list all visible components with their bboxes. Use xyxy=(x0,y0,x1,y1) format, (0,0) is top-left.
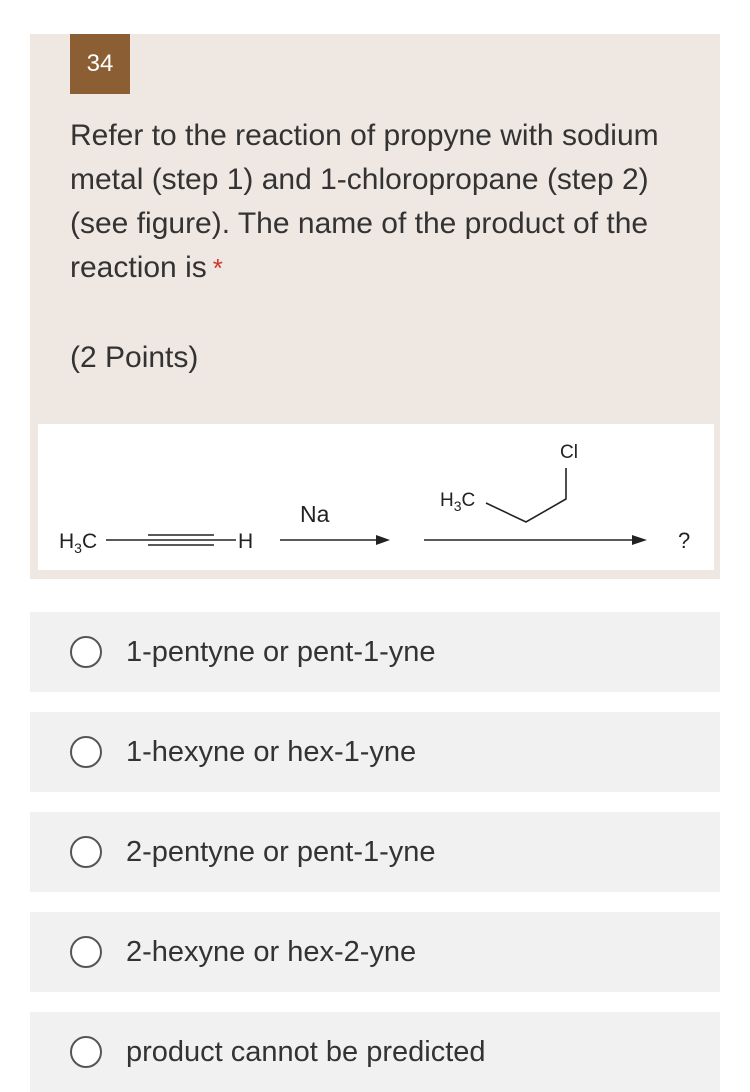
question-text-block xyxy=(70,114,690,290)
reactant-methyl-label: $H_3C$ xyxy=(59,530,98,556)
answer-option-5[interactable] xyxy=(30,1012,720,1092)
reagent-2-methyl-label: $H_3C$ xyxy=(440,490,476,514)
triple-bond xyxy=(106,535,236,545)
question-number-badge: 34 xyxy=(70,34,130,94)
reagent-sodium-label: Na xyxy=(300,501,330,527)
arrow-1-head xyxy=(376,535,390,545)
reaction-figure xyxy=(38,424,714,570)
required-marker: * xyxy=(212,253,223,283)
radio-button[interactable] xyxy=(70,736,102,768)
answer-option-label: product cannot be predicted xyxy=(126,1036,486,1068)
reagent-2-chlorine-label: Cl xyxy=(560,442,578,463)
radio-button[interactable] xyxy=(70,1036,102,1068)
answer-option-label: 1-pentyne or pent-1-yne xyxy=(126,636,436,668)
answer-option-4[interactable] xyxy=(30,912,720,992)
chloropropane-skeleton xyxy=(486,468,566,522)
answer-option-label: 1-hexyne or hex-1-yne xyxy=(126,736,417,768)
radio-button[interactable] xyxy=(70,636,102,668)
radio-button[interactable] xyxy=(70,836,102,868)
reaction-scheme xyxy=(38,424,714,570)
question-text: Refer to the reaction of propyne with sodium metal (step 1) and 1-chloropropane (step 2) (see figure). The name of the product of the reaction is xyxy=(70,119,659,284)
reactant-hydrogen-label: H xyxy=(238,530,254,553)
answer-option-3[interactable] xyxy=(30,812,720,892)
answer-option-label: 2-hexyne or hex-2-yne xyxy=(126,936,417,968)
answer-option-1[interactable] xyxy=(30,612,720,692)
radio-button[interactable] xyxy=(70,936,102,968)
product-placeholder: ? xyxy=(678,528,691,553)
question-points: (2 Points) xyxy=(70,341,199,374)
arrow-2-head xyxy=(632,535,647,545)
answer-option-2[interactable] xyxy=(30,712,720,792)
answer-option-label: 2-pentyne or pent-1-yne xyxy=(126,836,436,868)
question-card xyxy=(30,34,720,579)
